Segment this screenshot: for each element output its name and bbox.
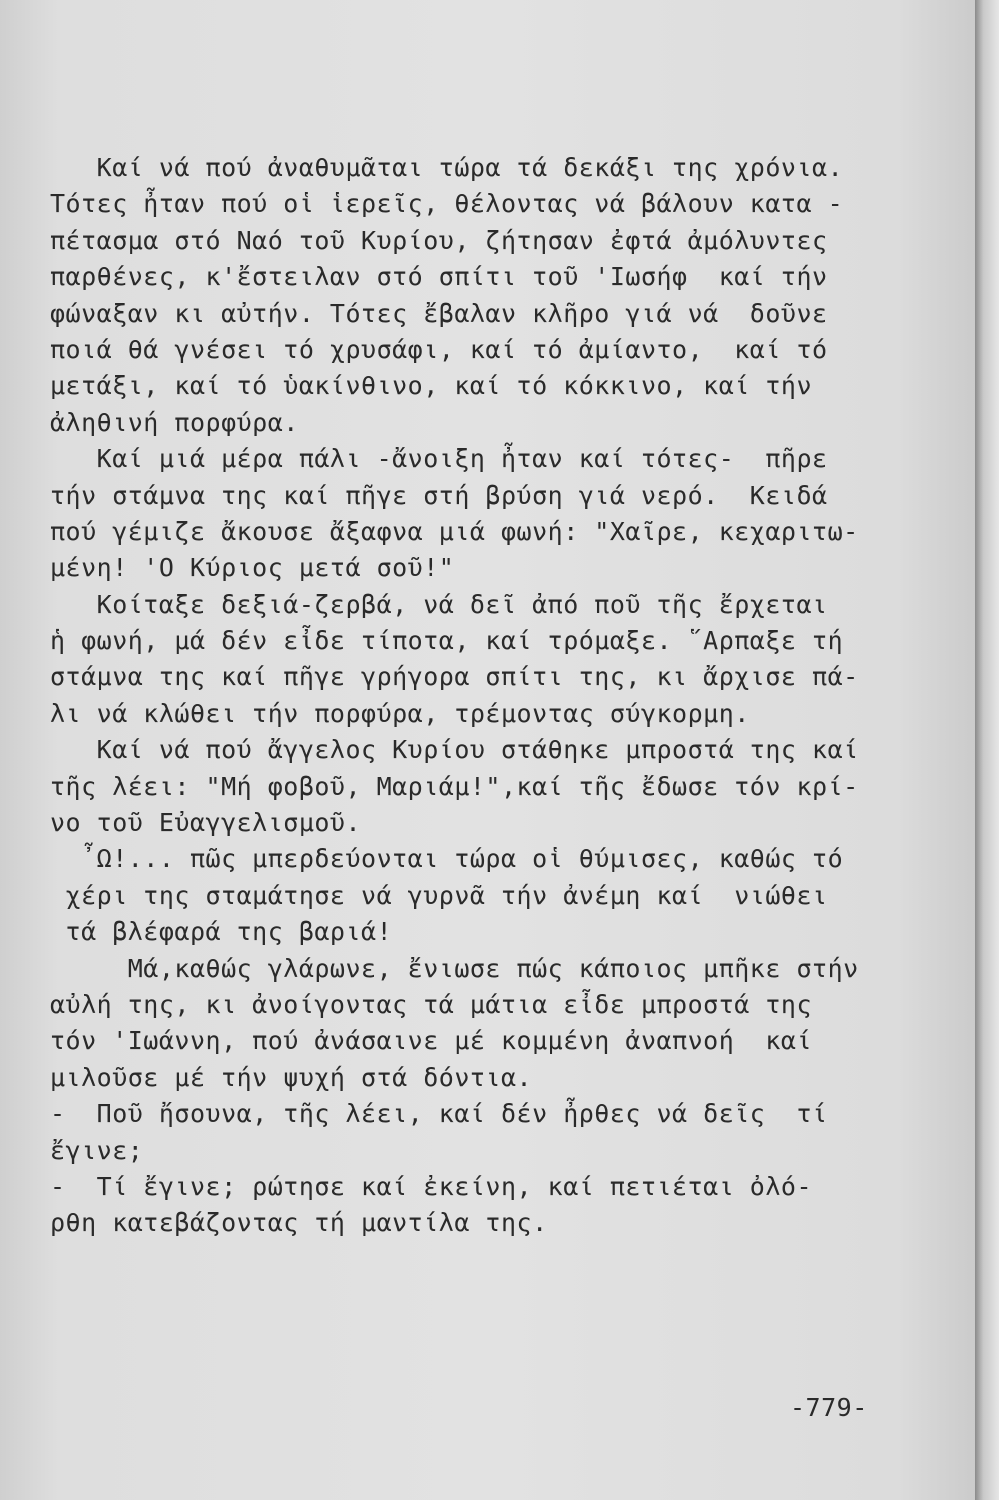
text-line: - Ποῦ ἤσουνα, τῆς λέει, καί δέν ἦρθες νά δεῖς τί	[50, 1099, 828, 1129]
text-line: ἀληθινή πορφύρα.	[50, 407, 299, 437]
text-line: τά βλέφαρά της βαριά!	[50, 917, 393, 947]
text-line: λι νά κλώθει τήν πορφύρα, τρέμοντας σύγκορμη.	[50, 698, 750, 728]
text-line: στάμνα της καί πῆγε γρήγορα σπίτι της, κι ἄρχισε πά-	[50, 662, 859, 692]
text-line: Καί νά πού ἀναθυμᾶται τώρα τά δεκάξι της χρόνια.	[50, 153, 844, 182]
text-line: Καί μιά μέρα πάλι -ἄνοιξη ἦταν καί τότες- πῆρε	[50, 444, 828, 474]
text-line: παρθένες, κ'ἔστειλαν στό σπίτι τοῦ 'Ιωσήφ καί τήν	[50, 262, 828, 292]
text-line: νο τοῦ Εὐαγγελισμοῦ.	[50, 808, 362, 838]
text-line: αὐλή της, κι ἀνοίγοντας τά μάτια εἶδε μπροστά της	[50, 989, 813, 1019]
text-line: ρθη κατεβάζοντας τή μαντίλα της.	[50, 1208, 548, 1238]
text-line: ἡ φωνή, μά δέν εἶδε τίποτα, καί τρόμαξε. ῞Αρπαξε τή	[50, 626, 844, 656]
text-line: μετάξι, καί τό ὑακίνθινο, καί τό κόκκινο, καί τήν	[50, 371, 813, 401]
text-line: τόν 'Ιωάννη, πού ἀνάσαινε μέ κομμένη ἀναπνοή καί	[50, 1026, 813, 1056]
text-line: Καί νά πού ἄγγελος Κυρίου στάθηκε μπροστά της καί	[50, 735, 859, 765]
text-line: ἔγινε;	[50, 1135, 144, 1165]
text-line: τῆς λέει: "Μή φοβοῦ, Μαριάμ!",καί τῆς ἔδωσε τόν κρί-	[50, 771, 859, 801]
page-edge-shadow	[975, 0, 999, 1500]
text-line: τήν στάμνα της καί πῆγε στή βρύση γιά νερό. Κειδά	[50, 480, 828, 510]
text-line: Τότες ἦταν πού οἱ ἱερεῖς, θέλοντας νά βάλουν κατα -	[50, 189, 844, 219]
text-line: ῏Ω!... πῶς μπερδεύονται τώρα οἱ θύμισες, καθώς τό	[50, 844, 844, 874]
text-line: - Τί ἔγινε; ρώτησε καί ἐκείνη, καί πετιέται ὀλό-	[50, 1171, 813, 1201]
body-text	[50, 150, 920, 1242]
text-line: ποιά θά γνέσει τό χρυσάφι, καί τό ἀμίαντο, καί τό	[50, 334, 828, 364]
text-line: Μά,καθώς γλάρωνε, ἔνιωσε πώς κάποιος μπῆκε στήν	[50, 953, 859, 983]
text-line: μένη! 'Ο Κύριος μετά σοῦ!"	[50, 553, 455, 583]
text-line: χέρι της σταμάτησε νά γυρνᾶ τήν ἀνέμη καί νιώθει	[50, 880, 828, 910]
text-line: φώναξαν κι αὐτήν. Τότες ἔβαλαν κλῆρο γιά νά δοῦνε	[50, 298, 828, 328]
text-line: πού γέμιζε ἄκουσε ἄξαφνα μιά φωνή: "Χαῖρε, κεχαριτω-	[50, 516, 859, 546]
text-line: Κοίταξε δεξιά-ζερβά, νά δεῖ ἀπό ποῦ τῆς ἔρχεται	[50, 589, 828, 619]
text-line: πέτασμα στό Ναό τοῦ Κυρίου, ζήτησαν ἐφτά ἀμόλυντες	[50, 225, 828, 255]
text-line: μιλοῦσε μέ τήν ψυχή στά δόντια.	[50, 1062, 533, 1092]
page-number: -779-	[790, 1393, 868, 1422]
